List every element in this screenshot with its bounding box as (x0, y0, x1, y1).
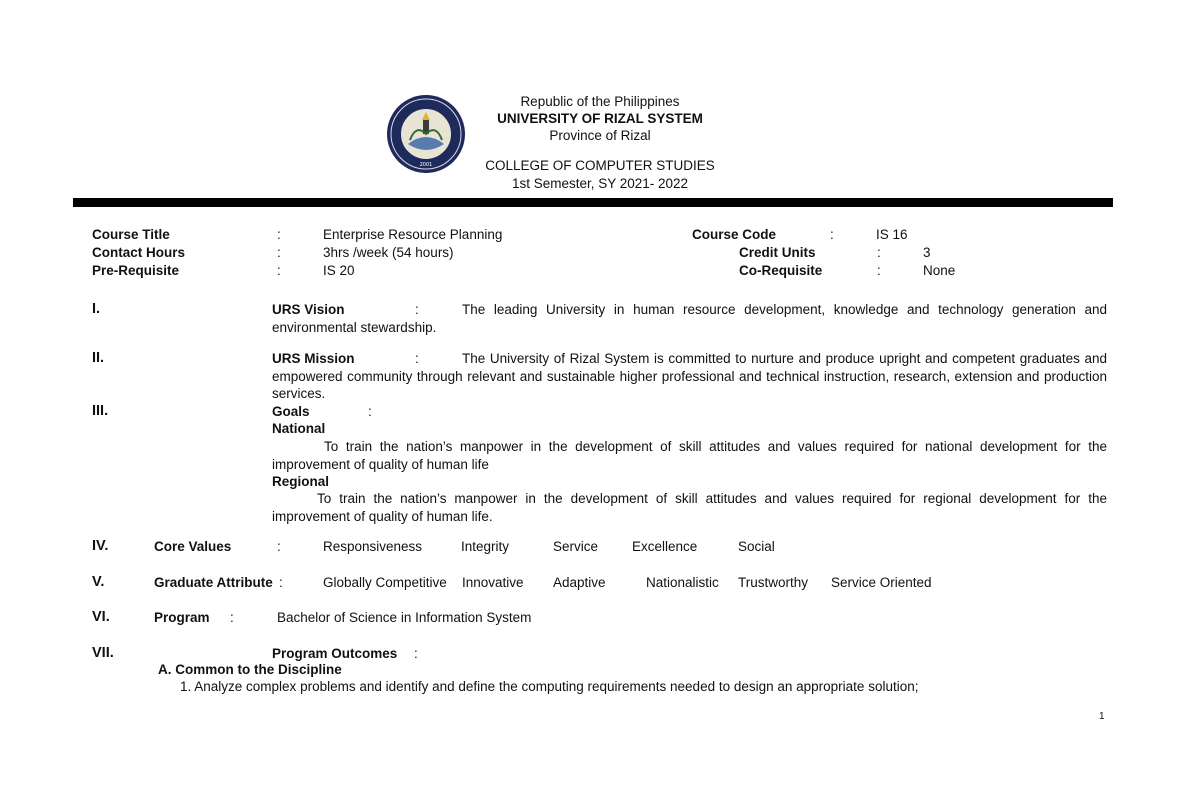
colon: : (877, 263, 881, 278)
program-label: Program (154, 610, 210, 625)
header-republic: Republic of the Philippines (520, 94, 680, 109)
section-number: IV. (92, 538, 109, 554)
header-divider (73, 198, 1113, 207)
course-code-label: Course Code (692, 227, 777, 242)
header-university: UNIVERSITY OF RIZAL SYSTEM (497, 111, 703, 126)
mission-paragraph (272, 350, 1107, 403)
program-value: Bachelor of Science in Information System (277, 610, 532, 625)
core-value-item: Excellence (632, 539, 698, 554)
core-values-label: Core Values (154, 539, 232, 554)
vision-label: URS Vision (272, 302, 345, 317)
section-number: VI. (92, 609, 110, 625)
section-number: VII. (92, 645, 114, 661)
contact-hours-label: Contact Hours (92, 245, 186, 260)
prerequisite-label: Pre-Requisite (92, 263, 180, 278)
colon: : (277, 245, 281, 260)
header-province: Province of Rizal (549, 128, 651, 143)
colon: : (415, 302, 419, 317)
section-number: I. (92, 301, 101, 317)
colon: : (277, 227, 281, 242)
mission-label: URS Mission (272, 351, 355, 366)
regional-label: Regional (272, 474, 330, 489)
course-code-value: IS 16 (876, 227, 908, 242)
course-title-value: Enterprise Resource Planning (323, 227, 503, 242)
core-value-item: Responsiveness (323, 539, 423, 554)
corequisite-label: Co-Requisite (739, 263, 823, 278)
core-value-item: Social (738, 539, 775, 554)
corequisite-value: None (923, 263, 956, 278)
credit-units-value: 3 (923, 245, 931, 260)
section-number: II. (92, 350, 105, 366)
colon: : (279, 575, 283, 590)
mission-text: The University of Rizal System is committed to nurture and produce upright and competent graduates and empowered community through relevant and sustainable higher professional and technical instruction, research, extension and production services. (272, 351, 1107, 401)
graduate-attribute-label: Graduate Attribute (154, 575, 273, 590)
prerequisite-value: IS 20 (323, 263, 355, 278)
regional-text: To train the nation’s manpower in the development of skill attitudes and values required for regional development for the improvement of quality of human life. (272, 491, 1107, 524)
national-label: National (272, 421, 326, 436)
program-outcomes-label: Program Outcomes (272, 646, 398, 661)
credit-units-label: Credit Units (739, 245, 816, 260)
core-value-item: Service (553, 539, 599, 554)
outcome-item: 1. Analyze complex problems and identify and define the computing requirements needed to design an appropriate solution; (180, 679, 919, 694)
contact-hours-value: 3hrs /week (54 hours) (323, 245, 454, 260)
graduate-attribute-item: Trustworthy (738, 575, 809, 590)
graduate-attribute-item: Innovative (462, 575, 524, 590)
colon: : (277, 263, 281, 278)
colon: : (414, 646, 418, 661)
colon: : (830, 227, 834, 242)
core-value-item: Integrity (461, 539, 510, 554)
graduate-attribute-item: Globally Competitive (323, 575, 447, 590)
goals-label: Goals (272, 404, 310, 419)
colon: : (877, 245, 881, 260)
national-text: To train the nation’s manpower in the development of skill attitudes and values required for national development for the improvement of quality of human life (272, 439, 1107, 472)
colon: : (277, 539, 281, 554)
colon: : (415, 351, 419, 366)
page-number: 1 (1099, 711, 1105, 722)
graduate-attribute-item: Service Oriented (831, 575, 932, 590)
vision-paragraph (272, 301, 1107, 336)
outcome-subheading: A. Common to the Discipline (158, 662, 342, 677)
section-number: V. (92, 574, 105, 590)
svg-text:2001: 2001 (419, 162, 433, 168)
colon: : (368, 404, 372, 419)
colon: : (230, 610, 234, 625)
vision-text: The leading University in human resource development, knowledge and technology generation and environmental stewardship. (272, 302, 1107, 335)
header-semester: 1st Semester, SY 2021- 2022 (511, 176, 689, 191)
graduate-attribute-item: Adaptive (553, 575, 606, 590)
header-college: COLLEGE OF COMPUTER STUDIES (485, 158, 715, 173)
graduate-attribute-item: Nationalistic (646, 575, 719, 590)
section-number: III. (92, 403, 109, 419)
course-title-label: Course Title (92, 227, 170, 242)
